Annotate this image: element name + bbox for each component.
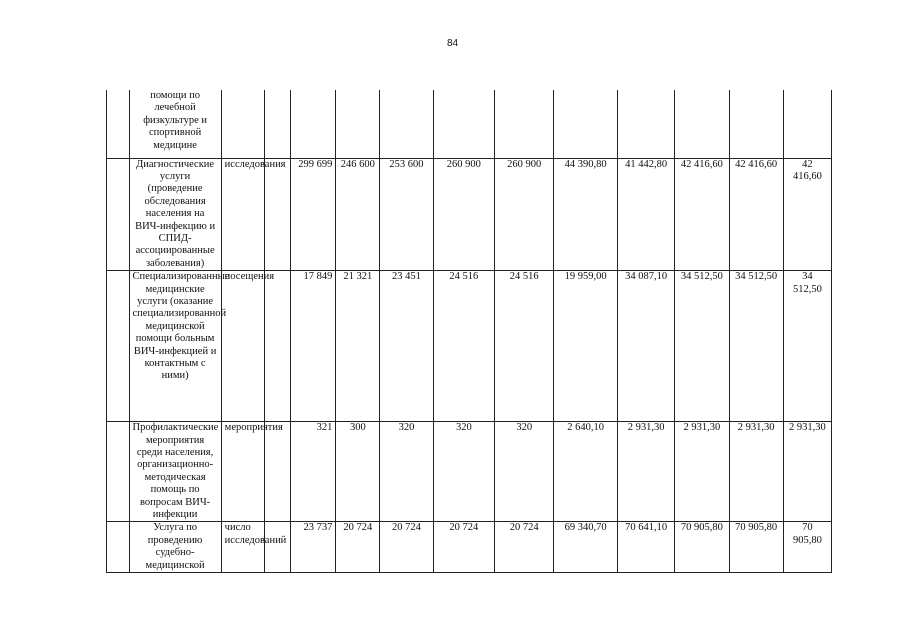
value-cell: 20 724	[495, 522, 554, 573]
value-cell	[617, 90, 674, 158]
row-index-cell	[107, 158, 130, 271]
unit-cell: исследования	[221, 158, 264, 271]
service-name-cell: Специализированные медицинские услуги (оказание специализированной медицинской помощи больным ВИЧ-инфекцией и контактным с ними)	[129, 271, 221, 422]
value-cell	[336, 90, 380, 158]
service-name-cell: помощи по лечебной физкультуре и спортивной медицине	[129, 90, 221, 158]
value-cell: 69 340,70	[554, 522, 617, 573]
value-cell: 70 641,10	[617, 522, 674, 573]
page-number: 84	[446, 38, 459, 49]
row-index-cell	[107, 90, 130, 158]
value-cell	[264, 522, 291, 573]
value-cell	[380, 90, 433, 158]
value-cell	[783, 90, 831, 158]
value-cell: 34 512,50	[675, 271, 729, 422]
value-cell	[264, 271, 291, 422]
value-cell	[729, 90, 783, 158]
value-cell: 260 900	[433, 158, 494, 271]
value-cell: 42 416,60	[675, 158, 729, 271]
value-cell: 2 931,30	[617, 422, 674, 522]
table-row	[107, 158, 832, 271]
value-cell: 42 416,60	[729, 158, 783, 271]
value-cell: 34 512,50	[783, 271, 831, 422]
value-cell: 299 699	[291, 158, 336, 271]
value-cell	[264, 90, 291, 158]
value-cell: 24 516	[433, 271, 494, 422]
table-row	[107, 90, 832, 158]
unit-cell: число исследований	[221, 522, 264, 573]
table-row	[107, 522, 832, 573]
value-cell: 24 516	[495, 271, 554, 422]
value-cell	[495, 90, 554, 158]
value-cell: 320	[495, 422, 554, 522]
value-cell: 2 931,30	[675, 422, 729, 522]
service-name-cell: Услуга по проведению судебно-медицинской	[129, 522, 221, 573]
unit-cell: посещения	[221, 271, 264, 422]
row-index-cell	[107, 422, 130, 522]
value-cell: 253 600	[380, 158, 433, 271]
service-name-cell: Профилактические мероприятия среди населения, организационно-методическая помощь по вопросам ВИЧ-инфекции	[129, 422, 221, 522]
value-cell: 44 390,80	[554, 158, 617, 271]
value-cell: 321	[291, 422, 336, 522]
value-cell: 246 600	[336, 158, 380, 271]
row-index-cell	[107, 271, 130, 422]
row-index-cell	[107, 522, 130, 573]
value-cell: 70 905,80	[783, 522, 831, 573]
value-cell: 260 900	[495, 158, 554, 271]
services-table	[106, 90, 832, 573]
value-cell: 320	[433, 422, 494, 522]
value-cell: 320	[380, 422, 433, 522]
value-cell: 2 931,30	[783, 422, 831, 522]
value-cell: 42 416,60	[783, 158, 831, 271]
value-cell: 2 931,30	[729, 422, 783, 522]
value-cell: 41 442,80	[617, 158, 674, 271]
value-cell	[291, 90, 336, 158]
value-cell: 19 959,00	[554, 271, 617, 422]
value-cell: 20 724	[336, 522, 380, 573]
value-cell	[433, 90, 494, 158]
value-cell: 70 905,80	[729, 522, 783, 573]
unit-cell	[221, 90, 264, 158]
value-cell: 34 512,50	[729, 271, 783, 422]
value-cell	[554, 90, 617, 158]
value-cell: 23 451	[380, 271, 433, 422]
table-row	[107, 422, 832, 522]
unit-cell: мероприятия	[221, 422, 264, 522]
value-cell: 21 321	[336, 271, 380, 422]
value-cell: 2 640,10	[554, 422, 617, 522]
value-cell: 70 905,80	[675, 522, 729, 573]
value-cell	[675, 90, 729, 158]
service-name-cell: Диагностические услуги (проведение обследования населения на ВИЧ-инфекцию и СПИД-ассоциированные заболевания)	[129, 158, 221, 271]
value-cell: 23 737	[291, 522, 336, 573]
value-cell: 300	[336, 422, 380, 522]
value-cell	[264, 158, 291, 271]
table-row	[107, 271, 832, 422]
value-cell: 34 087,10	[617, 271, 674, 422]
value-cell: 20 724	[433, 522, 494, 573]
value-cell: 17 849	[291, 271, 336, 422]
value-cell: 20 724	[380, 522, 433, 573]
value-cell	[264, 422, 291, 522]
